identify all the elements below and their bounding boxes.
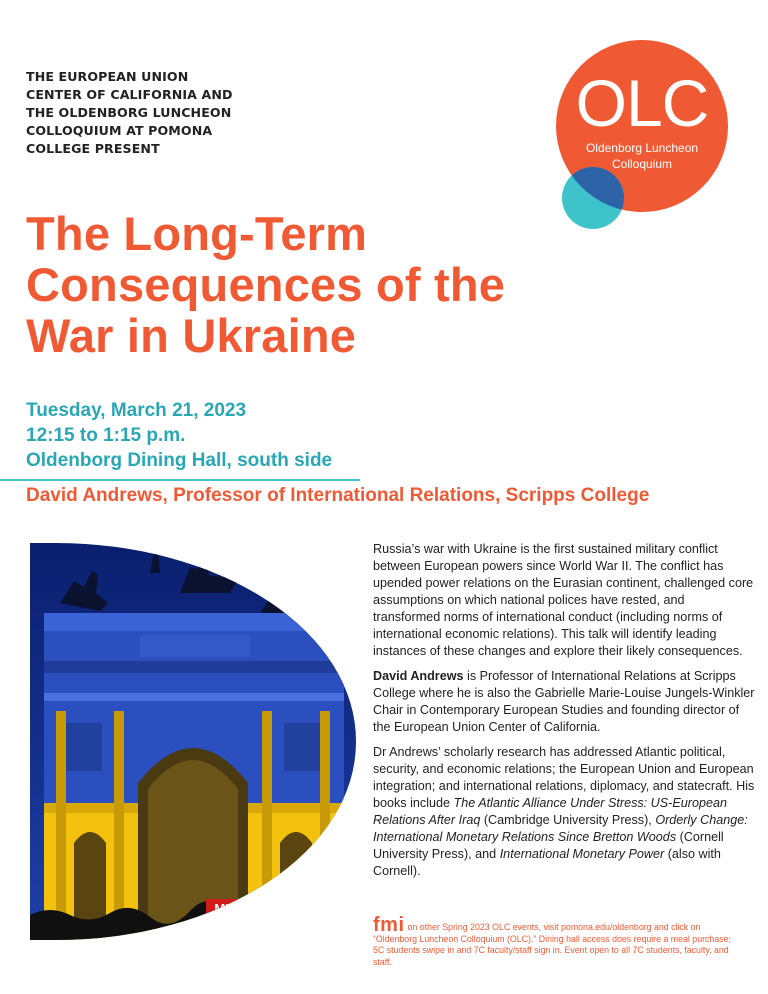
fmi-tag: fmi <box>373 914 405 936</box>
publisher-1: (Cambridge University Press), <box>480 813 656 827</box>
bio-paragraph <box>373 668 755 736</box>
speaker-heading: David Andrews, Professor of International Relations, Scripps College <box>26 485 650 506</box>
arch-photo <box>30 543 356 940</box>
book-title-1: The Atlantic Alliance Under Stress: US-European Relations After Iraq <box>373 796 727 827</box>
event-title: The Long-Term Consequences of the War in Ukraine <box>26 207 506 362</box>
milano-sign: MILANO <box>214 901 266 916</box>
event-time: 12:15 to 1:15 p.m. <box>26 425 186 446</box>
abstract-paragraph: Russia’s war with Ukraine is the first sustained military conflict between European powers since World War II. The conflict has upended power relations on the Eurasian continent, challenged core assumptions on which national polices have rested, and transformed norms of international conduct (including norms of international economic relations). This talk will identify leading instances of these changes and explore their likely consequences. <box>373 542 754 658</box>
bio-text: is Professor of International Relations at Scripps College where he is also the Gabrielle Marie-Louise Jungels-Winkler Chair in Contemporary European Studies and founding director of the European Union Center of California. <box>373 669 755 734</box>
publisher-3: (also with Cornell). <box>373 847 721 878</box>
event-description <box>373 541 755 888</box>
divider-rule <box>0 479 360 481</box>
book-title-2: Orderly Change: International Monetary Relations Since Bretton Woods <box>373 813 748 844</box>
publisher-2: (Cornell University Press), and <box>373 830 724 861</box>
research-intro: Dr Andrews’ scholarly research has addressed Atlantic political, security, and economic relations; the European Union and European integration; and international relations, diplomacy, and statecraft. His books include <box>373 745 755 810</box>
event-details <box>26 398 386 473</box>
logo-subtitle <box>556 140 728 172</box>
presenters-heading: THE EUROPEAN UNION CENTER OF CALIFORNIA AND THE OLDENBORG LUNCHEON COLLOQUIUM AT POMONA COLLEGE PRESENT <box>26 69 233 156</box>
logo-line-2: Colloquium <box>611 157 673 171</box>
research-paragraph <box>373 744 755 880</box>
bio-name: David Andrews <box>373 669 464 683</box>
logo-line-1: Oldenborg Luncheon <box>585 141 699 155</box>
arch-illustration <box>30 543 356 940</box>
book-title-3: International Monetary Power <box>499 847 665 861</box>
event-location: Oldenborg Dining Hall, south side <box>26 450 333 471</box>
fmi-note <box>373 914 743 968</box>
logo-letters: OLC <box>575 66 709 140</box>
olc-logo <box>556 40 746 235</box>
fmi-text: on other Spring 2023 OLC events, visit pomona.edu/oldenborg and click on “Oldenborg Luncheon Colloquium (OLC).” Dining hall access does require a meal purchase; 5C students swipe in and 7C faculty/staff sign in. Event open to all 7C students, faculty, and staff. <box>373 922 731 967</box>
event-date: Tuesday, March 21, 2023 <box>26 400 247 421</box>
